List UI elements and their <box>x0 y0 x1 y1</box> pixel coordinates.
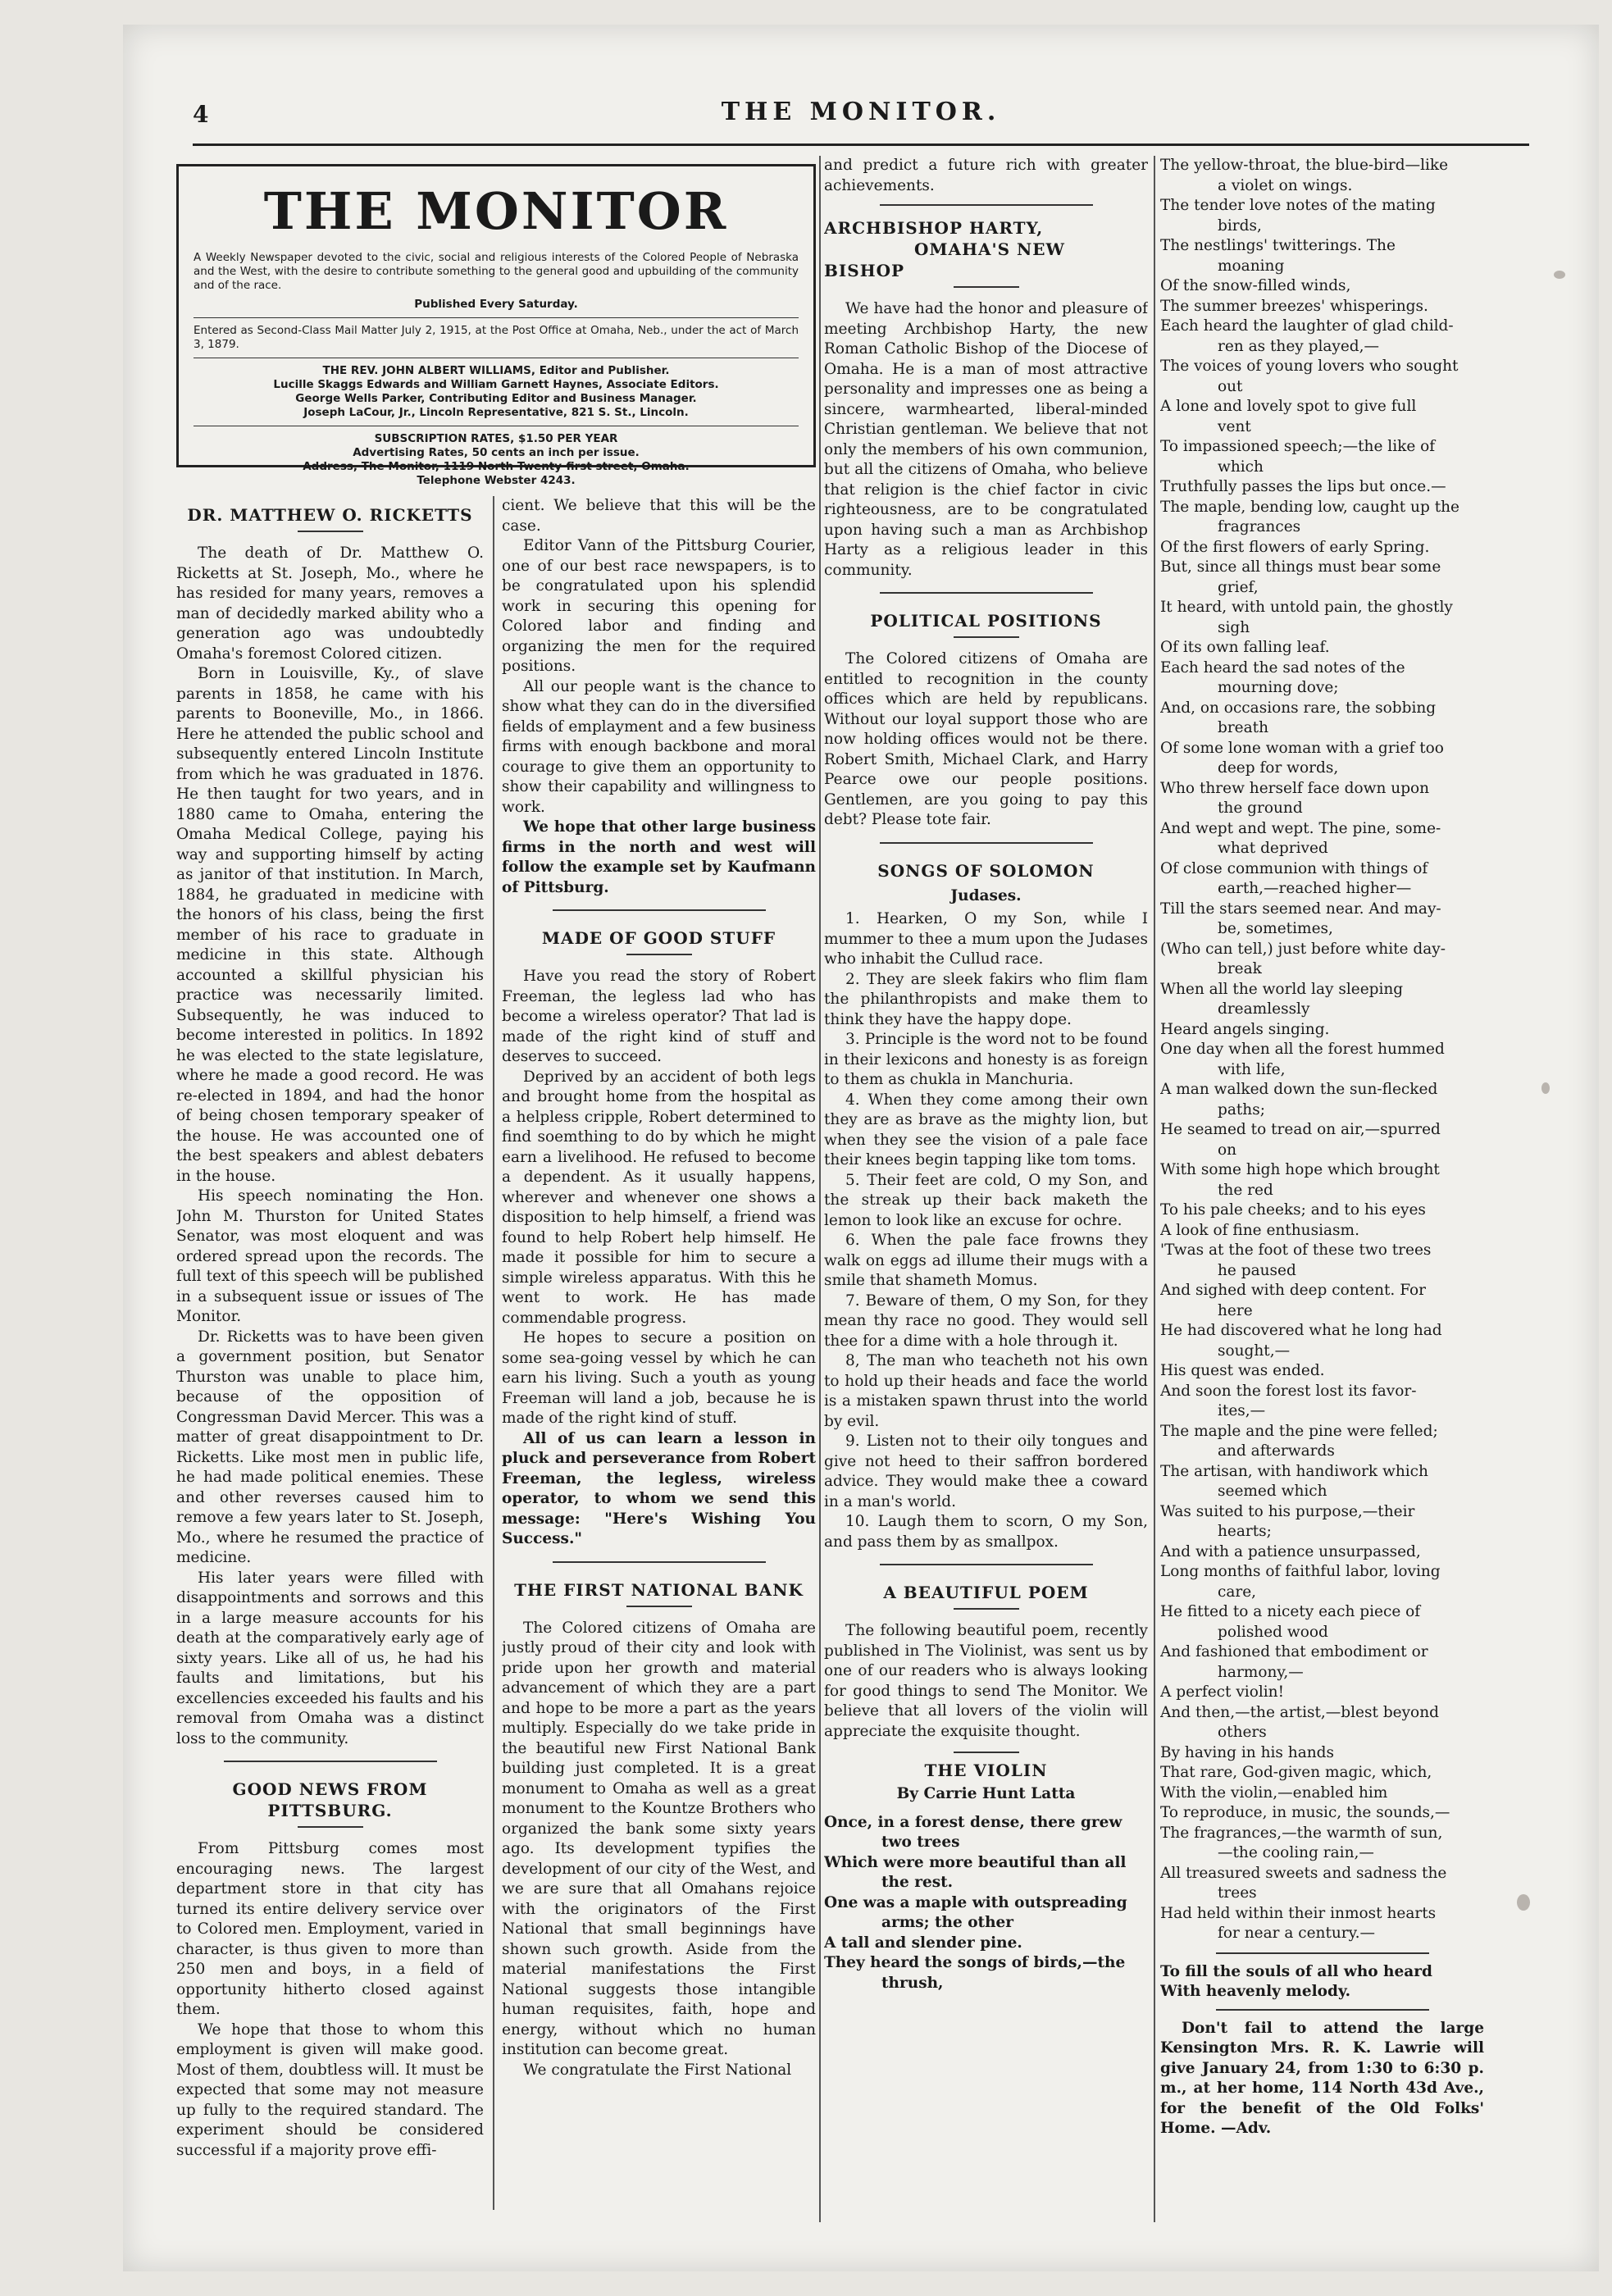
verse-line: And sighed with deep content. For <box>1160 1282 1426 1299</box>
stain-mark <box>1517 1894 1530 1911</box>
masthead-description: A Weekly Newspaper devoted to the civic, social and religious interests of the Colored People of Nebraska and the West, with the desire to contribute something to the general good and upbuilding of the community and of the race. <box>194 251 799 292</box>
verse-line: Long months of faithful labor, loving <box>1160 1563 1441 1580</box>
verse-line: To reproduce, in music, the sounds,— <box>1160 1804 1450 1821</box>
verse-line: It heard, with untold pain, the ghostly <box>1160 599 1453 616</box>
verse-line-continuation: out <box>1218 377 1243 395</box>
verse-line-continuation: mourning dove; <box>1218 679 1339 696</box>
verse-line: When all the world lay sleeping <box>1160 980 1404 998</box>
verse-line-continuation: here <box>1218 1301 1253 1319</box>
masthead-rates: SUBSCRIPTION RATES, $1.50 PER YEAR <box>374 432 618 445</box>
verse-line-continuation: vent <box>1218 417 1251 435</box>
verse-line-continuation: moaning <box>1218 257 1285 275</box>
article-rule <box>880 204 1093 206</box>
verse-line-continuation: on <box>1218 1141 1237 1159</box>
verse-line: And wept and wept. The pine, some- <box>1160 819 1441 837</box>
paragraph: From Pittsburg comes most encouraging news. The largest department store in that city has turned its entire delivery service over to Colored men. Employment, varied in character, is thus given to more than 250 men and boys, in a field of opportunity hitherto closed against them. <box>176 1840 484 2018</box>
headline-pittsburg: GOOD NEWS FROM PITTSBURG. <box>232 1779 428 1820</box>
paragraph: He hopes to secure a position on some sea-going vessel by which he can earn his living. Such a youth as young Freeman will land a job, because he is made of the right kind of stuff. <box>502 1329 816 1427</box>
verse-line-continuation: arms; the other <box>881 1914 1014 1931</box>
verse-line: The voices of young lovers who sought <box>1160 358 1459 375</box>
verse-line-continuation: others <box>1218 1724 1267 1741</box>
headline-archbishop-line-2: OMAHA'S NEW BISHOP <box>824 239 1066 280</box>
verse-line: A look of fine enthusiasm. <box>1160 1221 1359 1239</box>
verse-line: And soon the forest lost its favor- <box>1160 1382 1417 1400</box>
verse-line-continuation: for near a century.— <box>1218 1925 1376 1942</box>
verse-line: (Who can tell,) just before white day- <box>1160 940 1446 958</box>
verse-paragraph: 2. They are sleek fakirs who flim flam the philanthropists and make them to think they have the happy dope. <box>824 970 1148 1028</box>
paragraph: cient. We believe that this will be the case. <box>502 497 816 535</box>
verse-line-continuation: —the cooling rain,— <box>1218 1844 1374 1861</box>
verse-line: Truthfully passes the lips but once.— <box>1160 478 1446 495</box>
verse-line: Was suited to his purpose,—their <box>1160 1502 1415 1520</box>
headline-first-national: THE FIRST NATIONAL BANK <box>514 1579 804 1600</box>
masthead-title: THE MONITOR <box>263 181 729 241</box>
paragraph: All our people want is the chance to show what they can do in the diversified fields of emplayment and a few business firms with enough backbone and moral courage to give them an opportunity to show their capability and willingness to work. <box>502 677 816 816</box>
headline-rule <box>298 1826 363 1828</box>
verse-line: Of its own falling leaf. <box>1160 639 1330 656</box>
masthead-entered: Entered as Second-Class Mail Matter July 2, 1915, at the Post Office at Omaha, Neb., under the act of March 3, 1879. <box>194 324 799 351</box>
paragraph: and predict a future rich with greater achievements. <box>824 157 1148 194</box>
verse-line-continuation: sigh <box>1218 618 1250 636</box>
article-rule <box>553 1561 766 1563</box>
headline-archbishop <box>824 217 1148 281</box>
article-rule <box>1216 2009 1429 2011</box>
paragraph: Dr. Ricketts was to have been given a government position, but Senator Thurston was unable to place him, because of the opposition of Congressman David Mercer. This was a matter of great disappointment to Dr. Ricketts. Like most men in public life, he had made political enemies. These and other reverses caused him to remove a few years later to St. Joseph, Mo., where he resumed the practice of medicine. <box>176 1328 484 1566</box>
page-number: 4 <box>193 101 209 128</box>
masthead-advertising: Advertising Rates, 50 cents an inch per issue. <box>353 446 640 459</box>
verse-line: Who threw herself face down upon <box>1160 779 1430 797</box>
headline-ricketts: DR. MATTHEW O. RICKETTS <box>187 505 473 525</box>
poem-title: THE VIOLIN <box>924 1761 1048 1780</box>
masthead-associates: Lucille Skaggs Edwards and William Garnett Haynes, Associate Editors. <box>273 378 719 391</box>
verse-paragraph: 4. When they come among their own they are as brave as the mighty lion, but when they see the vision of a pale face their knees begin tapping like tom toms. <box>824 1091 1148 1168</box>
verse-line: They heard the songs of birds,—the <box>824 1954 1126 1971</box>
verse-line-continuation: hearts; <box>1218 1523 1272 1540</box>
verse-line-continuation: grief, <box>1218 578 1259 596</box>
paragraph: All of us can learn a lesson in pluck and perseverance from Robert Freeman, the legless, wireless operator, to whom we send this message: "Here's Wishing You Success." <box>502 1429 816 1547</box>
paragraph: We hope that other large business firms in the north and west will follow the example set by Kaufmann of Pittsburg. <box>502 818 816 896</box>
verse-line-continuation: two trees <box>881 1834 960 1851</box>
verse-line: The maple and the pine were felled; <box>1160 1422 1438 1440</box>
stain-mark <box>1541 1082 1550 1094</box>
headline-rule <box>954 286 1019 288</box>
masthead-telephone: Telephone Webster 4243. <box>417 474 576 487</box>
paragraph: The Colored citizens of Omaha are entitled to recognition in the county offices which are held by republicans. Without our loyal support those who are now holding offices would not be there. Robert Smith, Michael Clark, and Harry Pearce owe our people positions. Gentlemen, are you going to pay this debt? Please tote fair. <box>824 650 1148 828</box>
verse-line: One was a maple with outspreading <box>824 1893 1127 1911</box>
paragraph: His speech nominating the Hon. John M. Thurston for United States Senator, was most eloquent and was ordered spread upon the records. The full text of this speech will be published in a subsequent issue or issues of The Monitor. <box>176 1187 484 1325</box>
article-rule <box>880 592 1093 594</box>
verse-line-continuation: paths; <box>1218 1100 1265 1118</box>
article-rule <box>553 909 766 911</box>
paragraph: The death of Dr. Matthew O. Ricketts at St. Joseph, Mo., where he has resided for many years, removes a man of decidedly marked ability who a generation ago was undoubtedly Omaha's foremost Colored citizen. <box>176 544 484 663</box>
verse-line: A perfect violin! <box>1160 1683 1285 1701</box>
headline-political: POLITICAL POSITIONS <box>870 611 1102 631</box>
verse-paragraph: 10. Laugh them to scorn, O my Son, and pass them by as smallpox. <box>824 1513 1148 1551</box>
verse-line: Each heard the sad notes of the <box>1160 658 1405 676</box>
verse-line: He seamed to tread on air,—spurred <box>1160 1121 1441 1138</box>
verse-line-continuation: the red <box>1218 1181 1273 1199</box>
verse-line-continuation: harmony,— <box>1218 1663 1304 1681</box>
verse-line: The maple, bending low, caught up the <box>1160 498 1459 516</box>
verse-line-continuation: fragrances <box>1218 518 1301 535</box>
verse-line: But, since all things must bear some <box>1160 558 1441 576</box>
advertisement-notice: Don't fail to attend the large Kensington Mrs. R. K. Lawrie will give January 24, from 1:30 to 6:30 p. m., at her home, 114 North 43d Ave., for the benefit of the Old Folks' Home. —Adv. <box>1160 2019 1484 2137</box>
verse-paragraph: 8, The man who teacheth not his own to hold up their heads and face the world is a mistaken spawn thrust into the world by evil. <box>824 1352 1148 1430</box>
paragraph: The Colored citizens of Omaha are justly proud of their city and look with pride upon her growth and material advancement of which they are a part and hope to be more a part as the years multiply. Especially do we take pride in the beautiful new First National Bank building just completed. It is a great monument to Omaha as well as a great monument to the Kountze Brothers who organized the bank some sixty years ago. Its development typifies the development of our city of the West, and we are sure that all Omahans rejoice with the originators of the First National that small beginnings have shown such growth. Aside from the material manifestations the First National suggests those intangible human requisites, faith, hope and energy, without which no human institution can become great. <box>502 1619 816 2058</box>
verse-line-continuation: polished wood <box>1218 1623 1328 1641</box>
masthead-address: Address, The Monitor, 1119 North Twenty-first street, Omaha. <box>303 460 690 473</box>
verse-line: Till the stars seemed near. And may- <box>1160 900 1441 918</box>
verse-paragraph: 1. Hearken, O my Son, while I mummer to thee a mum upon the Judases who inhabit the Cullud race. <box>824 910 1148 968</box>
column-1 <box>176 496 484 2234</box>
headline-rule <box>954 1608 1019 1610</box>
verse-line-continuation: care, <box>1218 1583 1257 1601</box>
paragraph: We congratulate the First National <box>523 2061 792 2079</box>
verse-line: The fragrances,—the warmth of sun, <box>1160 1824 1443 1842</box>
verse-line: That rare, God-given magic, which, <box>1160 1764 1432 1781</box>
verse-line-continuation: the rest. <box>881 1874 954 1891</box>
verse-line: To impassioned speech;—the like of <box>1160 438 1436 455</box>
verse-line: Of the first flowers of early Spring. <box>1160 538 1430 556</box>
column-divider <box>493 496 494 2210</box>
verse-paragraph: 5. Their feet are cold, O my Son, and the streak up their back maketh the lemon to look like an excuse for ochre. <box>824 1171 1148 1229</box>
verse-line-continuation: be, sometimes, <box>1218 920 1333 937</box>
headline-archbishop-line-1: ARCHBISHOP HARTY, <box>824 218 1044 238</box>
verse-line: And then,—the artist,—blest beyond <box>1160 1703 1439 1721</box>
verse-line-continuation: earth,—reached higher— <box>1218 880 1412 897</box>
verse-line: To fill the souls of all who heard <box>1160 1962 1432 1980</box>
verse-paragraph: 3. Principle is the word not to be found in their lexicons and honesty is as foreign to them as chukla in Manchuria. <box>824 1031 1148 1088</box>
column-4 <box>1160 156 1484 2222</box>
paragraph: The following beautiful poem, recently published in The Violinist, was sent us by one of our readers who is always looking for good things to send The Monitor. We believe that all lovers of the violin will appreciate the exquisite thought. <box>824 1622 1148 1740</box>
verse-line-continuation: he paused <box>1218 1261 1296 1279</box>
verse-line: Heard angels singing. <box>1160 1020 1330 1038</box>
paragraph: Born in Louisville, Ky., of slave parents in 1858, he came with his parents to Booneville, Mo., in 1866. Here he attended the public school and subsequently entered Lincoln Institute from which he was graduated in 1876. He then taught for two years, and in 1880 came to Omaha, entering the Omaha Medical College, paying his way and supporting himself by acting as janitor of that institution. In March, 1884, he graduated in medicine with the honors of his class, being the first member of his race to graduate in medicine in this state. Although accounted a skillful physician his practice was necessarily limited. Subsequently, he was induced to become interested in politics. In 1892 he was elected to the state legislature, where he made a good record. He was re-elected in 1894, and had the honor of being chosen temporary speaker of the house. He was accounted one of the best speakers and ablest debaters in the house. <box>176 665 484 1185</box>
verse-line-continuation: seemed which <box>1218 1483 1327 1500</box>
verse-line: The artisan, with handiwork which <box>1160 1462 1428 1480</box>
headline-rule <box>626 954 692 955</box>
verse-line: To his pale cheeks; and to his eyes <box>1160 1201 1426 1219</box>
verse-line-continuation: which <box>1218 458 1264 476</box>
running-head <box>193 94 1529 146</box>
verse-line-continuation: dreamlessly <box>1218 1000 1310 1018</box>
verse-line: The tender love notes of the mating <box>1160 197 1436 214</box>
verse-paragraph: 9. Listen not to their oily tongues and give not heed to their saffron bordered advice. They would make thee a coward in a man's world. <box>824 1433 1148 1510</box>
headline-beautiful-poem: A BEAUTIFUL POEM <box>883 1583 1089 1602</box>
verse-line: Each heard the laughter of glad child- <box>1160 317 1454 335</box>
headline-songs: SONGS OF SOLOMON <box>877 860 1095 881</box>
verse-line: Once, in a forest dense, there grew <box>824 1813 1122 1831</box>
article-rule <box>224 1761 437 1762</box>
paragraph: Have you read the story of Robert Freeman, the legless lad who has become a wireless operator? That lad is made of the right kind of stuff and deserves to succeed. <box>502 968 816 1065</box>
masthead-rule <box>194 317 799 318</box>
verse-line: Had held within their inmost hearts <box>1160 1904 1437 1922</box>
verse-line-continuation: ren as they played,— <box>1218 337 1380 355</box>
running-title: THE MONITOR. <box>721 98 1001 126</box>
verse-line-continuation: break <box>1218 960 1262 977</box>
masthead-contributing: George Wells Parker, Contributing Editor and Business Manager. <box>295 392 697 405</box>
verse-line: The nestlings' twitterings. The <box>1160 237 1396 254</box>
verse-line: His quest was ended. <box>1160 1362 1325 1379</box>
column-2 <box>502 496 816 2234</box>
column-3 <box>824 156 1148 2239</box>
verse-line: All treasured sweets and sadness the <box>1160 1864 1447 1882</box>
verse-line-continuation: breath <box>1218 719 1269 736</box>
headline-good-stuff: MADE OF GOOD STUFF <box>541 928 776 948</box>
verse-line-continuation: a violet on wings. <box>1218 176 1353 194</box>
verse-line-continuation: ites,— <box>1218 1402 1266 1419</box>
verse-line-continuation: birds, <box>1218 216 1262 235</box>
headline-rule <box>298 531 363 532</box>
headline-rule <box>954 636 1019 638</box>
verse-line: With some high hope which brought <box>1160 1161 1440 1178</box>
verse-line: By having in his hands <box>1160 1743 1334 1761</box>
subheading-judases: Judases. <box>950 886 1022 904</box>
verse-line: And, on occasions rare, the sobbing <box>1160 699 1437 717</box>
verse-line: And with a patience unsurpassed, <box>1160 1542 1421 1560</box>
verse-line: 'Twas at the foot of these two trees <box>1160 1241 1432 1259</box>
verse-line: Of close communion with things of <box>1160 859 1428 877</box>
stain-mark <box>1554 271 1565 279</box>
column-divider <box>1154 156 1155 2222</box>
headline-rule <box>626 1606 692 1607</box>
paragraph: Editor Vann of the Pittsburg Courier, one of our best race newspapers, is to be congratulated upon his splendid work in securing this opening for Colored labor and finding and organizing the men for the required positions. <box>502 537 816 675</box>
paragraph: His later years were filled with disappointments and sorrows and this in a large measure accounts for his death at the comparatively early age of sixty years. Like all of us, he had his faults and limitations, but his excellencies exceeded his faults and his removal from Omaha was a distinct loss to the community. <box>176 1569 484 1747</box>
verse-line: Which were more beautiful than all <box>824 1853 1127 1871</box>
article-rule <box>1216 1952 1429 1954</box>
verse-line: Of some lone woman with a grief too <box>1160 739 1444 757</box>
article-rule <box>880 842 1093 844</box>
verse-line: He fitted to a nicety each piece of <box>1160 1603 1421 1620</box>
newspaper-page <box>123 25 1599 2271</box>
verse-line: With heavenly melody. <box>1160 1983 1351 2000</box>
masthead-box <box>176 164 816 487</box>
verse-line-continuation: with life, <box>1218 1060 1286 1078</box>
verse-line: A man walked down the sun-flecked <box>1160 1081 1438 1098</box>
verse-line: Of the snow-filled winds, <box>1160 277 1351 294</box>
masthead-lincoln: Joseph LaCour, Jr., Lincoln Representative, 821 S. St., Lincoln. <box>303 406 689 419</box>
verse-line: A tall and slender pine. <box>824 1934 1022 1952</box>
article-rule <box>880 1564 1093 1565</box>
verse-line: One day when all the forest hummed <box>1160 1041 1445 1058</box>
verse-line: The yellow-throat, the blue-bird—like <box>1160 157 1449 174</box>
poem-byline: By Carrie Hunt Latta <box>896 1785 1076 1802</box>
paragraph: We hope that those to whom this employment is given will make good. Most of them, doubtless will. It must be expected that some may not measure up fully to the required standard. The experiment should be considered successful if a majority prove effi- <box>176 2020 484 2159</box>
poem-verse <box>824 1813 1148 1994</box>
verse-line-continuation: thrush, <box>881 1974 944 1992</box>
verse-line: He had discovered what he long had <box>1160 1322 1442 1339</box>
poem-verse-continued <box>1160 156 1484 1944</box>
verse-line: A lone and lovely spot to give full <box>1160 398 1417 415</box>
verse-line-continuation: the ground <box>1218 800 1303 817</box>
masthead-published: Published Every Saturday. <box>414 298 578 311</box>
column-divider <box>819 156 821 2222</box>
verse-line-continuation: deep for words, <box>1218 759 1339 777</box>
verse-line-continuation: what deprived <box>1218 840 1328 857</box>
verse-paragraph: 6. When the pale face frowns they walk on eggs ad illume their mugs with a smile that shameth Momus. <box>824 1232 1148 1289</box>
paragraph: We have had the honor and pleasure of meeting Archbishop Harty, the new Roman Catholic Bishop of the Diocese of Omaha. He is a man of most attractive personality and impresses one as being a sincere, warmhearted, liberal-minded Christian gentleman. We believe that not only the members of his own communion, but all the citizens of Omaha, who believe that religion is the chief factor in civic righteousness, are to be congratulated upon having such a man as Archbishop Harty as a religious leader in this community. <box>824 300 1148 579</box>
verse-paragraph: 7. Beware of them, O my Son, for they mean thy race no good. They would sell thee for a dime with a hole through it. <box>824 1292 1148 1350</box>
paragraph: Deprived by an accident of both legs and brought home from the hospital as a helpless cripple, Robert determined to find soemthing to do by which he might earn a livelihood. He refused to become a dependent. As it usually happens, wherever and whenever one shows a disposition to help himself, a friend was found to help Robert help himself. He made it possible for him to secure a simple wireless apparatus. With this he went to work. He has made commendable progress. <box>502 1068 816 1327</box>
verse-line: And fashioned that embodiment or <box>1160 1643 1428 1660</box>
verse-line-continuation: sought,— <box>1218 1342 1291 1360</box>
headline-rule <box>954 1752 1019 1753</box>
verse-line-continuation: and afterwards <box>1218 1442 1335 1460</box>
masthead-editor: THE REV. JOHN ALBERT WILLIAMS, Editor and Publisher. <box>322 364 670 377</box>
verse-line: With the violin,—enabled him <box>1160 1784 1388 1802</box>
verse-line-continuation: trees <box>1218 1884 1257 1902</box>
verse-line: The summer breezes' whisperings. <box>1160 297 1428 315</box>
